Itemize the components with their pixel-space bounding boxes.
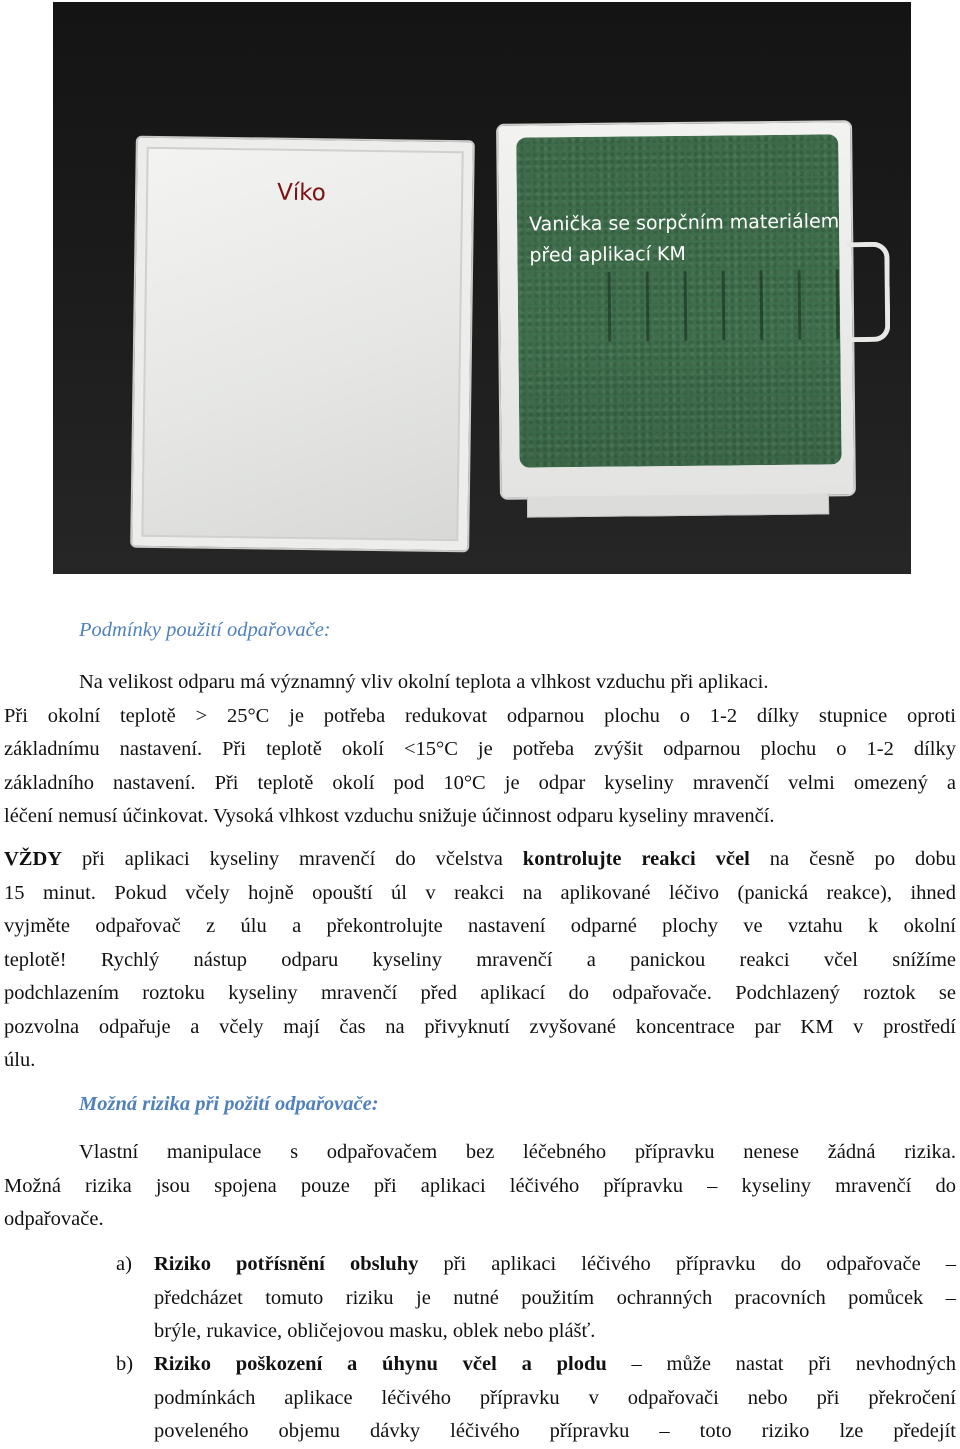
tray-foot [527, 493, 829, 517]
conditions-paragraph-1 [4, 666, 956, 834]
text-line: úlu. [4, 1049, 36, 1071]
sorption-material [516, 134, 841, 467]
text-line: základního nastavení. Při teplotě okolí pod 10°C je odpar kyseliny mravenčí velmi omezený a [4, 771, 956, 794]
text-line [154, 1348, 956, 1382]
emphasis-check-reaction: kontrolujte reakci včel [522, 848, 750, 870]
text-line: Možná rizika jsou spojena pouze při aplikaci léčivého přípravku – kyseliny mravenčí do [4, 1174, 956, 1197]
text-span: na česně po dobu [749, 848, 956, 870]
text-line: předcházet tomuto riziku je nutné použitím ochranných pracovních pomůcek – [154, 1286, 956, 1309]
scale-mark [760, 270, 764, 340]
text-line: poveleného objemu dávky léčivého přípravku – toto riziko lze předejít [154, 1420, 956, 1442]
list-item-body [154, 1248, 956, 1349]
section-heading-conditions: Podmínky použití odpařovače: [79, 619, 331, 641]
list-marker: b) [116, 1353, 134, 1375]
text-line: Při okolní teplotě > 25°C je potřeba redukovat odparnou plochu o 1-2 dílky stupnice oproti [4, 704, 956, 727]
scale-mark [722, 270, 726, 340]
lid-image [130, 136, 475, 553]
emphasis-always: VŽDY [4, 848, 63, 870]
text-line: Na velikost odparu má významný vliv okolní teplota a vlhkost vzduchu při aplikaci. [79, 671, 769, 693]
scale-mark [798, 270, 802, 340]
text-span: při aplikaci kyseliny mravenčí do včelstva [62, 848, 523, 870]
scale-mark [836, 269, 840, 339]
text-line: pozvolna odpařuje a včely mají čas na přivyknutí zvyšované koncentrace par KM v prostředí [4, 1015, 956, 1038]
text-line: základnímu nastavení. Při teplotě okolí <15°C je potřeba zvýšit odparnou plochu o 1-2 dílky [4, 738, 956, 760]
risks-paragraph [4, 1136, 956, 1237]
tray-label [529, 206, 850, 271]
scale-mark [608, 272, 612, 342]
emphasis-risk-title: Riziko potřísnění obsluhy [154, 1253, 419, 1275]
list-item-body [154, 1348, 956, 1449]
conditions-paragraph-2 [4, 843, 956, 1078]
section-heading-risks: Možná rizika při požití odpařovače: [79, 1093, 379, 1115]
scale-marks [608, 269, 859, 352]
list-marker: a) [116, 1253, 132, 1275]
text-line: Vlastní manipulace s odpařovačem bez léčebného přípravku nenese žádná rizika. [79, 1141, 956, 1163]
emphasis-risk-title: Riziko poškození a úhynu včel a plodu [154, 1353, 607, 1375]
text-line: odpařovače. [4, 1208, 104, 1230]
text-span: – může nastat při nevhodných [606, 1353, 956, 1375]
text-line [154, 1248, 956, 1282]
tray-image [496, 120, 856, 500]
product-photo [53, 2, 911, 574]
text-line: léčení nemusí účinkovat. Vysoká vlhkost vzduchu snižuje účinnost odparu kyseliny mravenčí. [4, 805, 775, 827]
text-line: podchlazením roztoku kyseliny mravenčí před aplikací do odpařovače. Podchlazený roztok se [4, 982, 956, 1004]
text-line: vyjměte odpařovač z úlu a překontrolujte nastavení odparné plochy ve vztahu k okolní [4, 915, 956, 937]
text-line [4, 843, 956, 877]
text-span: při aplikaci léčivého přípravku do odpařovače – [418, 1253, 957, 1275]
lid-label: Víko [276, 179, 326, 207]
text-line: podmínkách aplikace léčivého přípravku v odpařovači nebo při překročení [154, 1386, 956, 1409]
text-line: brýle, rukavice, obličejovou masku, oblek nebo plášť. [154, 1320, 596, 1342]
text-line: 15 minut. Pokud včely hojně opouští úl v reakci na aplikované léčivo (panická reakce), ihned [4, 881, 956, 904]
scale-mark [684, 271, 688, 341]
scale-mark [646, 271, 650, 341]
tray-label-line-1: Vanička se sorpčním materiálem [528, 210, 840, 236]
text-line: teplotě! Rychlý nástup odparu kyseliny mravenčí a panickou reakci včel snížíme [4, 948, 956, 971]
tray-label-line-2: před aplikací KM [529, 242, 686, 267]
